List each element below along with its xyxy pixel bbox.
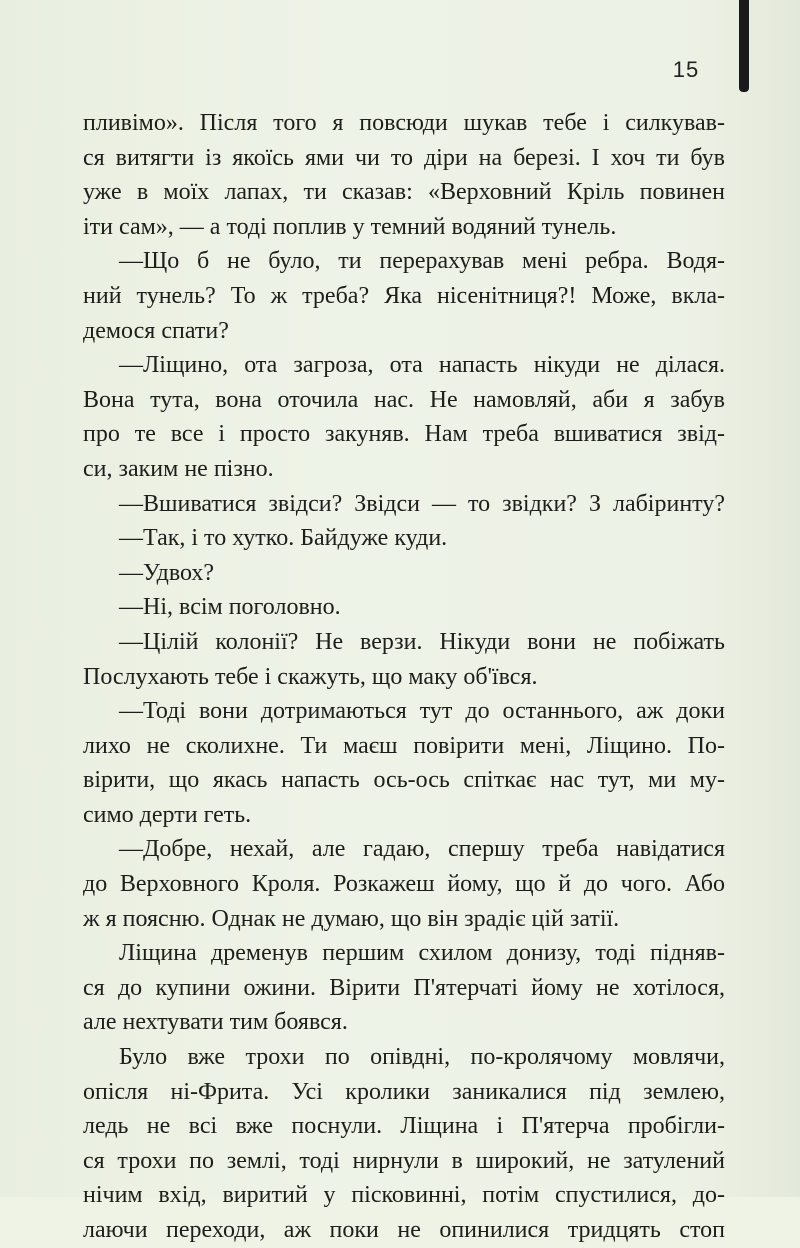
text-line: Вона тута, вона оточила нас. Не намовляй, аби я забув bbox=[83, 386, 725, 413]
text-line: але нехтувати тим боявся. bbox=[83, 1009, 348, 1036]
text-line: —Що б не було, ти перерахував мені ребра. Водя- bbox=[119, 248, 725, 275]
text-line: Послухають тебе і скажуть, що маку об'ївся. bbox=[83, 663, 538, 690]
text-line: ся до купини ожини. Вірити П'ятерчаті йому не хотілося, bbox=[83, 974, 725, 1001]
page-edge-mark bbox=[739, 0, 749, 92]
text-line: ний тунель? То ж треба? Яка нісенітниця?! Може, вкла- bbox=[83, 282, 725, 309]
text-line: іти сам», — а тоді поплив у темний водяний тунель. bbox=[83, 213, 617, 240]
text-line: лихо не сколихне. Ти маєш повірити мені, Ліщино. По- bbox=[83, 732, 725, 759]
text-line: вірити, що якась напасть ось-ось спіткає нас тут, ми му- bbox=[83, 767, 725, 794]
text-line: —Цілій колонії? Не верзи. Нікуди вони не побіжать bbox=[119, 628, 725, 655]
text-line: —Тоді вони дотримаються тут до останнього, аж доки bbox=[119, 698, 725, 725]
text-line: Ліщина дременув першим схилом донизу, тоді підняв- bbox=[119, 940, 725, 967]
text-line: нічим вхід, виритий у пісковинні, потім спустилися, до- bbox=[83, 1182, 725, 1209]
text-line: до Верховного Кроля. Розкажеш йому, що й до чого. Або bbox=[83, 871, 725, 898]
text-line: ся трохи по землі, тоді нирнули в широкий, не затулений bbox=[83, 1147, 725, 1174]
text-line: си, заким не пізно. bbox=[83, 455, 274, 482]
text-line: —Ліщино, ота загроза, ота напасть нікуди не ділася. bbox=[119, 352, 725, 379]
text-line: пливімо». Після того я повсюди шукав тебе і силкував- bbox=[83, 110, 725, 136]
text-line: опісля ні-Фрита. Усі кролики заникалися під землею, bbox=[83, 1078, 725, 1105]
text-line: уже в моїх лапах, ти сказав: «Верховний Кріль повинен bbox=[83, 179, 725, 206]
text-line: —Добре, нехай, але гадаю, спершу треба навідатися bbox=[119, 836, 725, 863]
text-line: лаючи переходи, аж поки не опинилися тридцять стоп bbox=[83, 1217, 725, 1243]
text-line: симо дерти геть. bbox=[83, 801, 252, 828]
text-line: ледь не всі вже поснули. Ліщина і П'ятерча пробігли- bbox=[83, 1113, 725, 1140]
text-line: —Удвох? bbox=[119, 559, 215, 586]
text-line: демося спати? bbox=[83, 317, 229, 344]
text-line: ся витягти із якоїсь ями чи то діри на березі. І хоч ти був bbox=[83, 144, 725, 171]
text-line: Було вже трохи по опівдні, по-кролячому мовлячи, bbox=[119, 1044, 725, 1071]
text-line: ж я поясню. Однак не думаю, що він зрадіє цій затії. bbox=[83, 905, 620, 932]
text-line: —Так, і то хутко. Байдуже куди. bbox=[119, 525, 448, 552]
body-text bbox=[83, 106, 725, 1248]
text-line: —Ні, всім поголовно. bbox=[119, 594, 341, 621]
text-line: —Вшиватися звідси? Звідси — то звідки? З лабіринту? bbox=[119, 490, 725, 517]
text-line: про те все і просто закуняв. Нам треба вшиватися звід- bbox=[83, 421, 725, 448]
page-number: 15 bbox=[672, 57, 700, 82]
